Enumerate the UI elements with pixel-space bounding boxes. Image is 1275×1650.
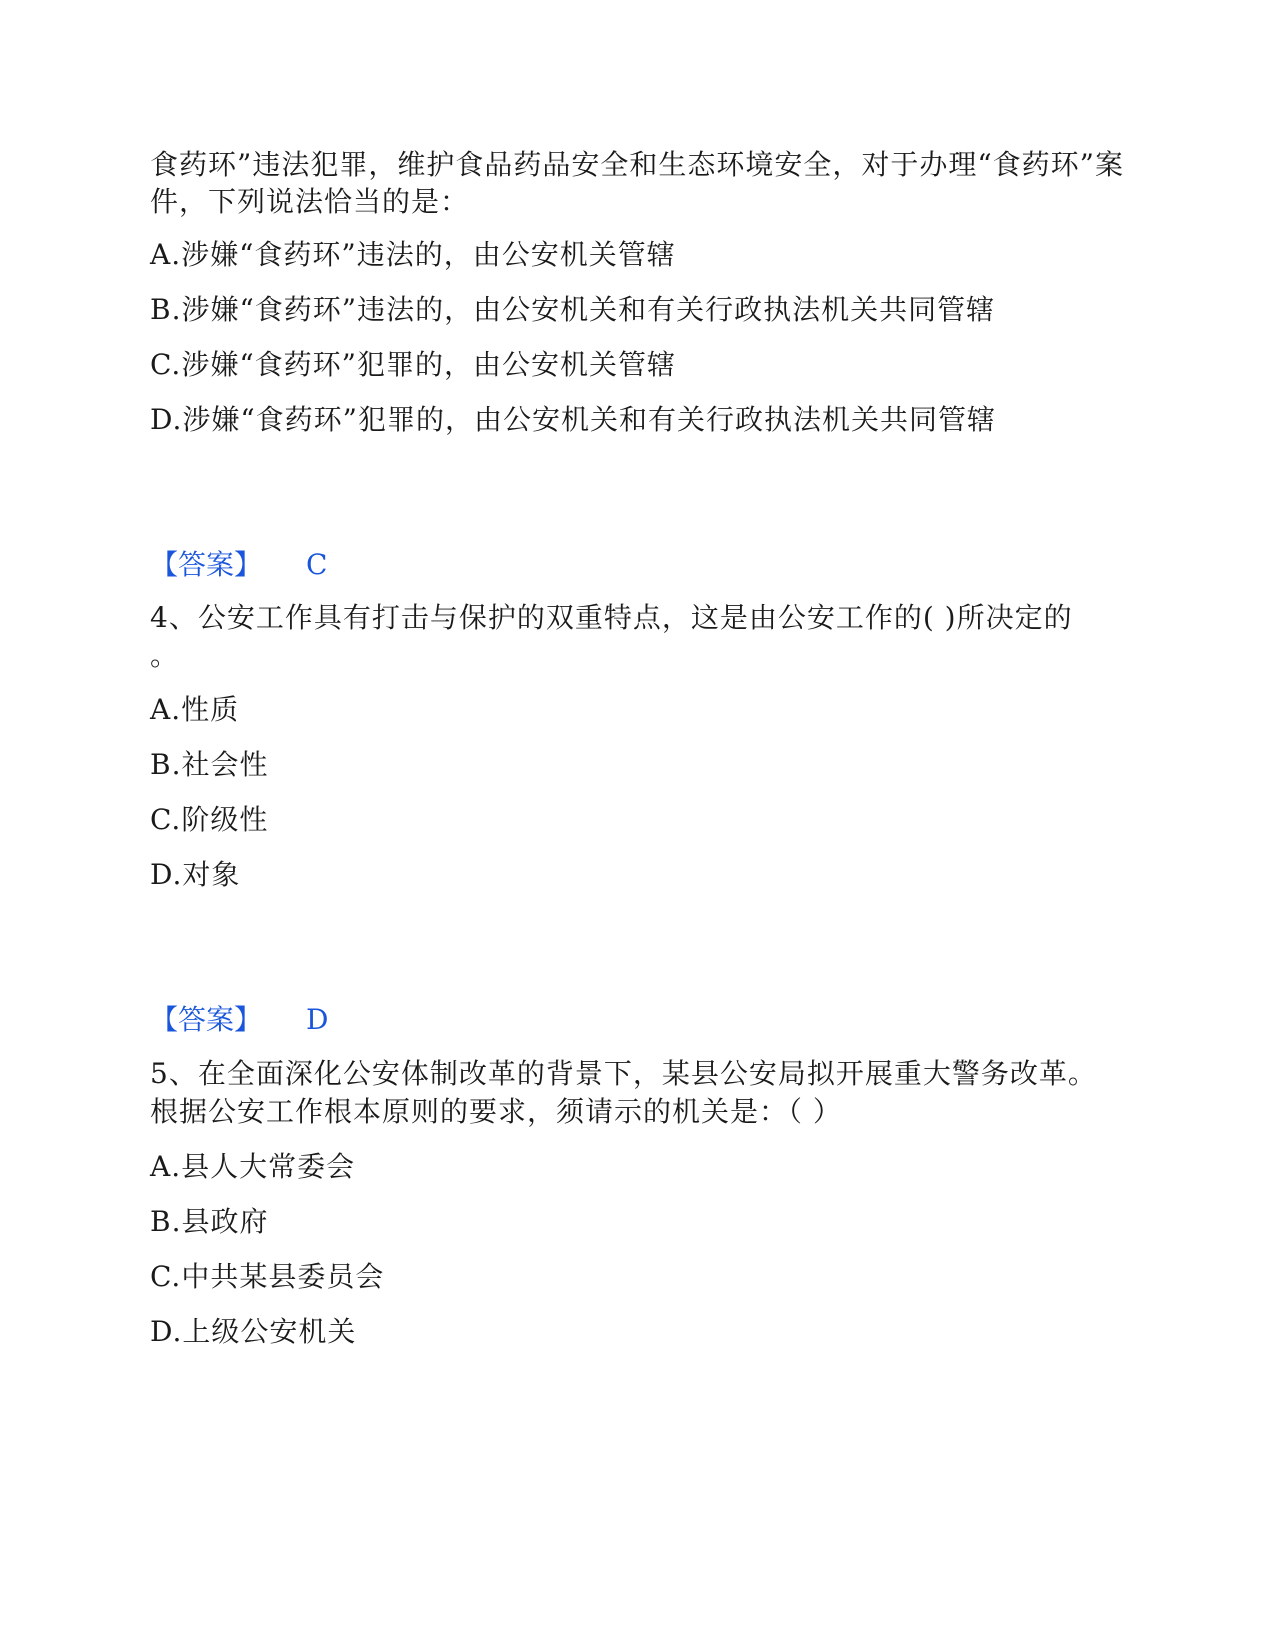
q3-answer-label: 【答案】	[150, 548, 263, 581]
q3-option-a: A.涉嫌“食药环”违法的，由公安机关管辖	[150, 238, 676, 271]
q4-option-c: C.阶级性	[150, 803, 269, 836]
q5-option-d: D.上级公安机关	[150, 1315, 357, 1348]
q3-answer	[150, 545, 327, 585]
q5-stem-line2: 根据公安工作根本原则的要求，须请示的机关是：（ ）	[150, 1095, 842, 1128]
q5-option-b: B.县政府	[150, 1205, 269, 1238]
q4-stem-line1: 4、公安工作具有打击与保护的双重特点，这是由公安工作的( )所决定的	[150, 601, 1073, 634]
q4-option-b: B.社会性	[150, 748, 269, 781]
q3-option-b: B.涉嫌“食药环”违法的，由公安机关和有关行政执法机关共同管辖	[150, 293, 996, 326]
q5-option-a: A.县人大常委会	[150, 1150, 356, 1183]
q5-option-c: C.中共某县委员会	[150, 1260, 385, 1293]
q3-stem-line2: 件，下列说法恰当的是：	[150, 185, 470, 218]
q5-stem-line1: 5、在全面深化公安体制改革的背景下，某县公安局拟开展重大警务改革。	[150, 1057, 1097, 1090]
q4-answer-label: 【答案】	[150, 1003, 263, 1036]
q3-answer-value: C	[306, 548, 328, 581]
q4-answer	[150, 1000, 328, 1040]
q4-option-d: D.对象	[150, 858, 241, 891]
q3-stem-line1: 食药环”违法犯罪，维护食品药品安全和生态环境安全，对于办理“食药环”案	[150, 148, 1124, 181]
q3-option-c: C.涉嫌“食药环”犯罪的，由公安机关管辖	[150, 348, 676, 381]
q4-stem-line2: 。	[150, 639, 180, 672]
q4-option-a: A.性质	[150, 693, 240, 726]
q3-option-d: D.涉嫌“食药环”犯罪的，由公安机关和有关行政执法机关共同管辖	[150, 403, 996, 436]
q4-answer-value: D	[306, 1003, 329, 1036]
